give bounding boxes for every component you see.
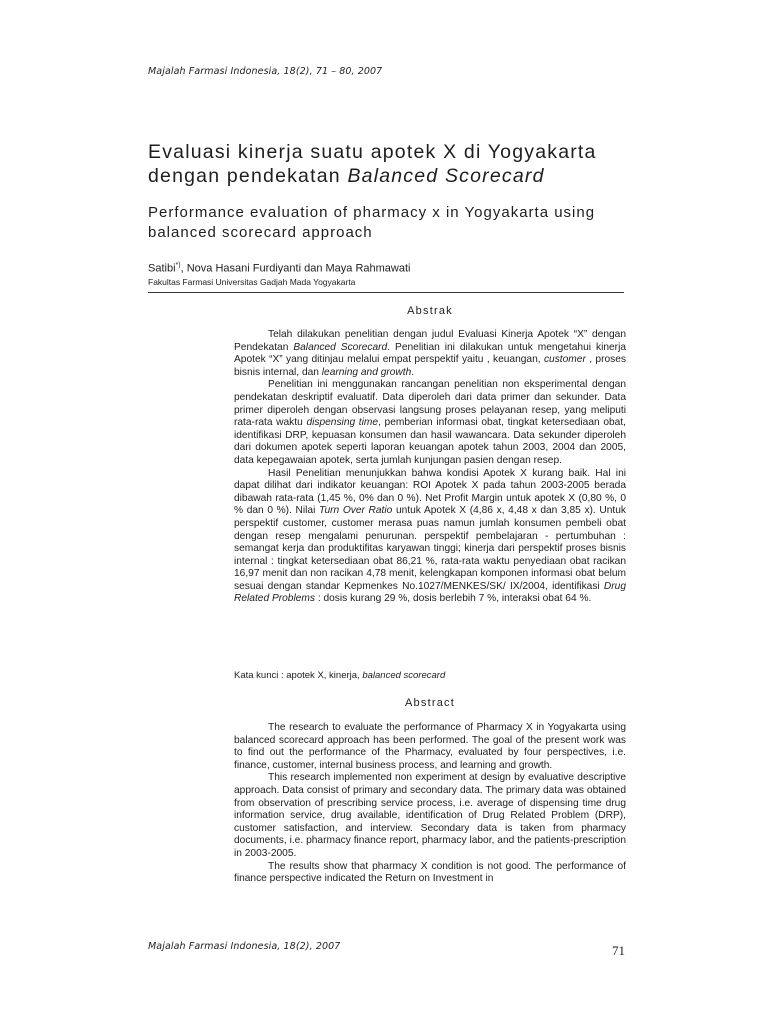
keywords xyxy=(234,670,445,681)
footer-journal: Majalah Farmasi Indonesia, 18(2), 2007 xyxy=(148,941,341,952)
text-run-italic: Drug Related Problems xyxy=(234,580,626,605)
text-run: untuk Apotek X (4,86 x, 4,48 x dan 3,85 x). Untuk perspektif customer, customer merasa puas namun jumlah konsumen pembeli obat dengan resep mengalami penurunan. perspektif pembelajaran - pertumbuhan : semangat kerja dan produktifitas karyawan tinggi; kinerja dari perspektif proses bisnis internal : tingkat ketersediaan obat 86,21 %, rata-rata waktu penyediaan obat racikan 16,97 menit dan non racikan 4,78 menit, kelengkapan komponen informasi obat belum sesuai dengan standar Kepmenkes No.1027/MENKES/SK/ IX/2004, identifikasi xyxy=(234,505,627,592)
text-run: Telah dilakukan penelitian dengan judul Evaluasi Kinerja Apotek “X” dengan Pendekatan xyxy=(234,329,626,353)
keywords-italic: balanced scorecard xyxy=(362,670,446,681)
title-id-line2: dengan pendekatan xyxy=(148,165,348,187)
page-number: 71 xyxy=(612,943,625,958)
text-run: , proses bisnis internal, dan xyxy=(234,354,626,378)
text-run: : dosis kurang 29 %, dosis berlebih 7 %, interaksi obat 64 %. xyxy=(314,593,592,605)
horizontal-rule xyxy=(148,292,624,293)
text-run-italic: Balanced Scorecard xyxy=(293,341,388,353)
corresponding-mark: *) xyxy=(175,262,181,269)
abstrak-paragraph-2 xyxy=(234,379,626,467)
abstrak-paragraph-1 xyxy=(234,329,626,379)
authors xyxy=(148,262,410,275)
abstract-paragraph-3: The results show that pharmacy X condition is not good. The performance of finance perspective indicated the Return on Investment in xyxy=(234,860,626,885)
keywords-label: Kata kunci : apotek X, kinerja, xyxy=(234,670,363,681)
text-run-italic: Turn Over Ratio xyxy=(319,505,393,517)
author-rest: , Nova Hasani Furdiyanti dan Maya Rahmawati xyxy=(180,262,411,275)
abstrak-paragraph-3 xyxy=(234,468,626,607)
title-indonesian xyxy=(148,140,597,188)
affiliation: Fakultas Farmasi Universitas Gadjah Mada Yogyakarta xyxy=(148,277,356,287)
abstract-paragraph-1: The research to evaluate the performance of Pharmacy X in Yogyakarta using balanced scorecard approach has been performed. The goal of the present work was to find out the performance of the Pharmacy, evaluated by four perspectives, i.e. finance, customer, internal business process, and learning and growth. xyxy=(234,722,626,771)
text-run: Penelitian ini menggunakan rancangan penelitian non eksperimental dengan pendekatan deskriptif evaluatif. Data diperoleh dari data primer dan sekunder. Data primer diperoleh dengan observasi langsung proses pelayanan resep, yang meliputi rata-rata waktu xyxy=(234,379,626,429)
title-english: Performance evaluation of pharmacy x in Yogyakarta using balanced scorecard approach xyxy=(148,204,596,241)
journal-header: Majalah Farmasi Indonesia, 18(2), 71 – 80, 2007 xyxy=(148,66,383,77)
text-run-italic: customer xyxy=(543,354,586,366)
text-run: . xyxy=(411,366,415,378)
text-run: Hasil Penelitian menunjukkan bahwa kondisi Apotek X kurang baik. Hal ini dapat dilihat dari indikator keuangan: ROI Apotek X pada tahun 2003-2005 berada dibawah rata-rata (1,45 %, 0% dan 0 %). Net Profit Margin untuk apotek X (0,80 %, 0 % dan 0 %). Nilai xyxy=(234,467,626,517)
title-id-line2-italic: Balanced Scorecard xyxy=(347,165,545,187)
abstract-paragraph-2: This research implemented non experiment at design by evaluative descriptive approach. Data consist of primary and secondary data. The primary data was obtained from observation of prescribing service process, i.e. average of dispensing time drug information service, drug available, identification of Drug Related Problem (DRP), customer satisfaction, and interview. Secondary data is taken from pharmacy documents, i.e. pharmacy finance report, pharmacy labor, and the patients-prescription in 2003-2005. xyxy=(234,772,626,859)
abstract-body xyxy=(234,722,626,912)
text-run-italic: learning and growth xyxy=(321,366,412,378)
author-first: Satibi xyxy=(148,262,176,275)
title-id-line1: Evaluasi kinerja suatu apotek X di Yogyakarta xyxy=(148,141,597,163)
text-run-italic: dispensing time xyxy=(306,417,379,429)
abstract-heading: Abstract xyxy=(405,697,455,709)
abstrak-body xyxy=(234,329,626,606)
abstrak-heading: Abstrak xyxy=(407,305,453,317)
text-run: . Penelitian ini dilakukan untuk mengetahui kinerja Apotek “X” yang ditinjau melalui empat perspektif yaitu , keuangan, xyxy=(234,341,626,366)
text-run: , pemberian informasi obat, tingkat ketersediaan obat, identifikasi DRP, kepuasan konsumen dan hasil wawancara. Data sekunder diperoleh dari dokumen apotek seperti laporan keuangan apotek tahun 2003, 2004 dan 2005, data kepegawaian apotek, serta jumlah kunjungan pasien dengan resep. xyxy=(234,417,626,466)
